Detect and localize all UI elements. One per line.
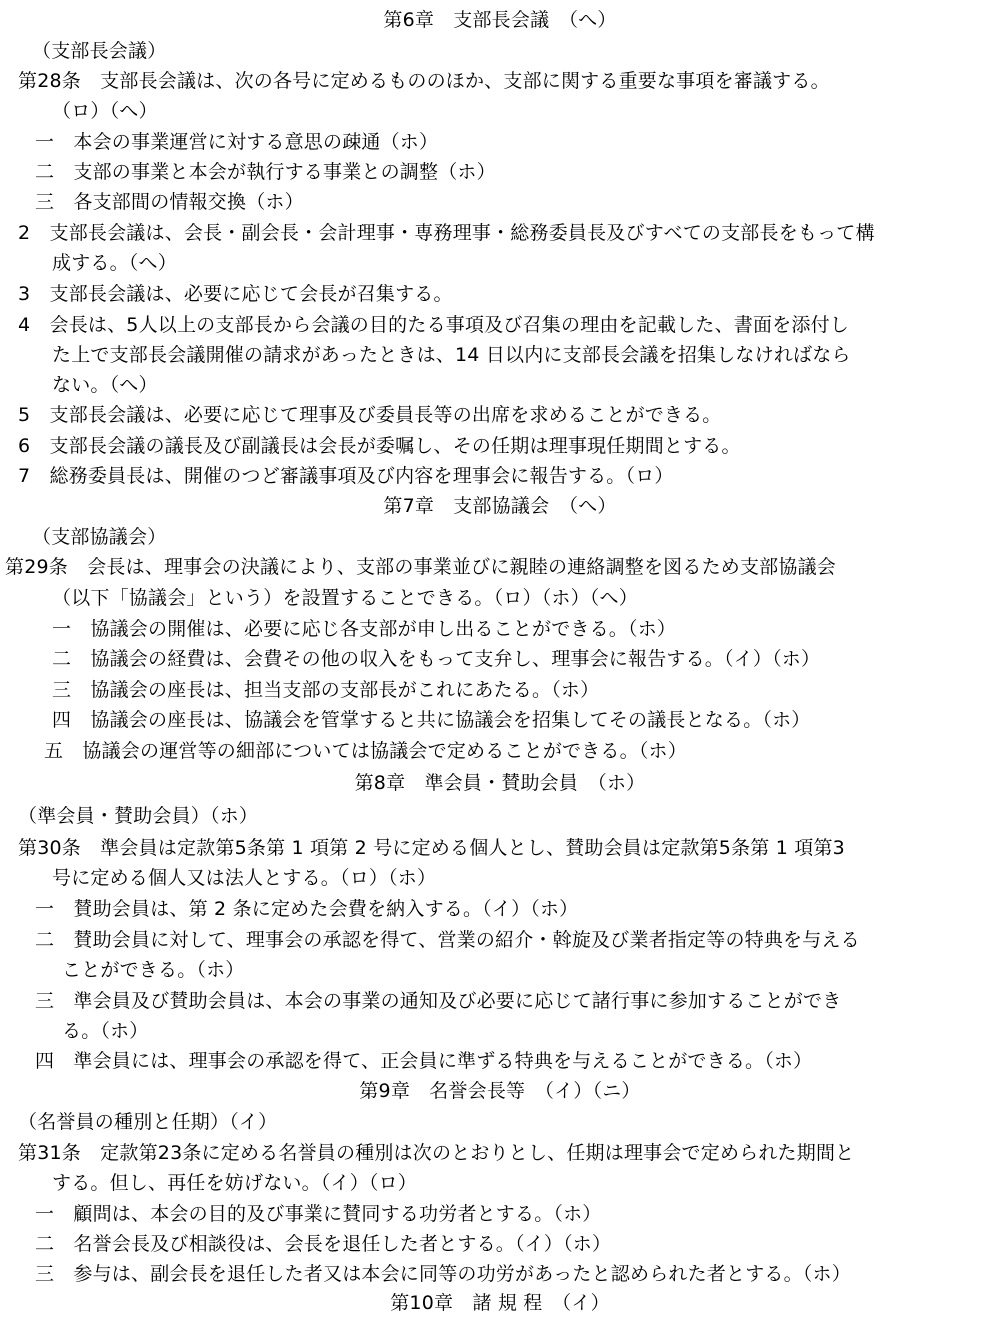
article-29-text: 第29条 会長は、理事会の決議により、支部の事業並びに親睦の連絡調整を図るため支部協議会 [5,556,836,578]
article-28-caption: （支部長会議） [32,40,167,62]
article-29-item-3: 三 協議会の座長は、担当支部の支部長がこれにあたる。（ホ） [52,679,600,701]
article-30-item-1: 一 賛助会員は、第 2 条に定めた会費を納入する。（イ）（ホ） [35,898,579,920]
article-31-text-cont: する。但し、再任を妨げない。（イ）（ロ） [52,1172,418,1194]
article-30-caption: （準会員・賛助会員）（ホ） [18,805,259,827]
article-30-item-4: 四 準会員には、理事会の承認を得て、正会員に準ずる特典を与えることができる。（ホ） [35,1050,813,1072]
chapter-6-heading: 第6章 支部長会議 （へ） [383,9,617,31]
article-28-para-7: 7 総務委員長は、開催のつど審議事項及び内容を理事会に報告する。（ロ） [18,465,674,487]
article-30-item-2: 二 賛助会員に対して、理事会の承認を得て、営業の紹介・斡旋及び業者指定等の特典を与える [35,929,860,951]
article-28-para-6: 6 支部長会議の議長及び副議長は会長が委嘱し、その任期は理事現任期間とする。 [18,435,741,457]
article-29-item-1: 一 協議会の開催は、必要に応じ各支部が申し出ることができる。（ホ） [52,618,677,640]
article-31-text: 第31条 定款第23条に定める名誉員の種別は次のとおりとし、任期は理事会で定められた期間と [18,1142,855,1164]
article-29-item-5: 五 協議会の運営等の細部については協議会で定めることができる。（ホ） [44,740,687,762]
article-30-item-3: 三 準会員及び賛助会員は、本会の事業の通知及び必要に応じて諸行事に参加することができ [35,990,842,1012]
article-28-text: 第28条 支部長会議は、次の各号に定めるもののほか、支部に関する重要な事項を審議する。 [18,70,830,92]
article-28-item-3: 三 各支部間の情報交換（ホ） [35,191,304,213]
chapter-7-heading: 第7章 支部協議会 （へ） [383,495,617,517]
article-28-para-4-cont: ない。（へ） [52,374,158,396]
article-28-para-3: 3 支部長会議は、必要に応じて会長が召集する。 [18,283,453,305]
article-29-item-2: 二 協議会の経費は、会費その他の収入をもって支弁し、理事会に報告する。（イ）（ホ） [52,648,821,670]
article-31-item-3: 三 参与は、副会長を退任した者又は本会に同等の功労があったと認められた者とする。（ホ） [35,1263,851,1285]
article-29-item-4: 四 協議会の座長は、協議会を管掌すると共に協議会を招集してその議長となる。（ホ） [52,709,811,731]
article-31-item-1: 一 顧問は、本会の目的及び事業に賛同する功労者とする。（ホ） [35,1203,602,1225]
article-29-text-cont: （以下「協議会」という）を設置することできる。（ロ）（ホ）（へ） [52,587,638,609]
article-28-item-1: 一 本会の事業運営に対する意思の疎通（ホ） [35,131,439,153]
article-28-para-2-cont: 成する。（へ） [52,252,177,274]
chapter-10-heading: 第10章 諸 規 程 （イ） [390,1292,610,1314]
article-30-text-cont: 号に定める個人又は法人とする。（ロ）（ホ） [52,867,437,889]
article-28-para-5: 5 支部長会議は、必要に応じて理事及び委員長等の出席を求めることができる。 [18,404,722,426]
article-28-para-4: 4 会長は、5人以上の支部長から会議の目的たる事項及び召集の理由を記載した、書面を添付し [18,314,849,336]
article-28-para-4-cont: た上で支部長会議開催の請求があったときは、14 日以内に支部長会議を招集しなければなら [52,344,851,366]
article-28-item-2: 二 支部の事業と本会が執行する事業との調整（ホ） [35,161,496,183]
article-28-para-2: 2 支部長会議は、会長・副会長・会計理事・専務理事・総務委員長及びすべての支部長をもって構 [18,222,875,244]
article-28-text-cont: （ロ）（へ） [52,100,158,122]
article-30-text: 第30条 準会員は定款第5条第 1 項第 2 号に定める個人とし、賛助会員は定款第5条第 1 項第3 [18,837,845,859]
article-31-caption: （名誉員の種別と任期）（イ） [18,1111,278,1133]
article-29-caption: （支部協議会） [32,526,167,548]
article-30-item-2-cont: ことができる。（ホ） [62,959,245,981]
chapter-9-heading: 第9章 名誉会長等 （イ）（ニ） [359,1080,641,1102]
article-31-item-2: 二 名誉会長及び相談役は、会長を退任した者とする。（イ）（ホ） [35,1233,612,1255]
article-30-item-3-cont: る。（ホ） [62,1020,149,1042]
chapter-8-heading: 第8章 準会員・賛助会員 （ホ） [354,772,646,794]
